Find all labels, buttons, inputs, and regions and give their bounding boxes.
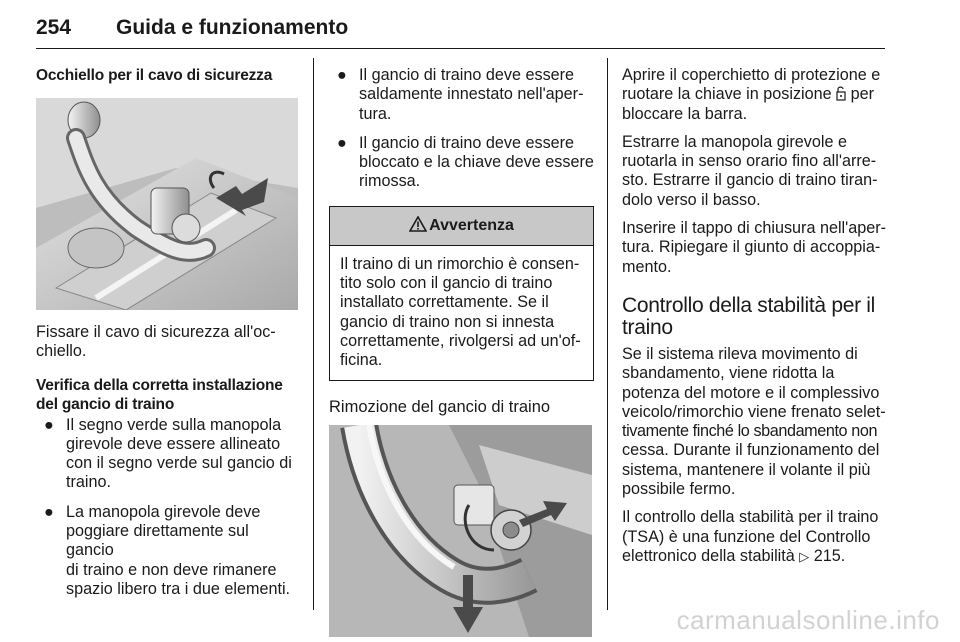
page-header — [36, 16, 885, 52]
text-line: ruotare la chiave in posizione per — [622, 85, 875, 104]
text-line: mento. — [622, 257, 672, 276]
text-line: sistema, mantenere il volante il più — [622, 460, 871, 479]
text-line: tura. Ripiegare il giunto di accoppia- — [622, 238, 881, 257]
safety-cable-eyelet-figure — [36, 98, 298, 310]
column-divider-2 — [607, 58, 608, 610]
page-number: 254 — [36, 16, 72, 39]
column-1 — [36, 60, 300, 609]
text-line: dolo verso il basso. — [622, 190, 761, 209]
check-bullet-list — [36, 416, 300, 600]
running-title: Guida e funzionamento — [116, 16, 349, 39]
paragraph-tsa-description — [622, 345, 892, 499]
warning-header — [330, 207, 593, 246]
eyelet-illustration — [36, 98, 298, 310]
text-line: bloccare la barra. — [622, 104, 748, 123]
text-line: elettronico della stabilità ▷ 215. — [622, 546, 846, 565]
bullet-dot-icon: ● — [337, 133, 347, 152]
warning-body — [330, 246, 593, 380]
text-line: Aprire il coperchietto di protezione e — [622, 66, 881, 84]
eyelet-caption-line-1: Fissare il cavo di sicurezza all'oc- — [36, 323, 276, 341]
open-lock-icon — [836, 85, 846, 101]
list-item: ● Il gancio di traino deve essere saldamente innestato nell'aper- tura. — [337, 66, 584, 123]
warning-title: Avvertenza — [429, 216, 514, 234]
text-line: ruotarla in senso orario fino all'arre- — [622, 152, 877, 171]
warning-line: gancio di traino non si innesta — [340, 312, 555, 331]
text-line: sto. Estrarre il gancio di traino tiran- — [622, 171, 878, 190]
bullet-dot-icon: ● — [44, 502, 54, 521]
install-bullet-list — [329, 66, 594, 192]
eyelet-caption-line-2: chiello. — [36, 342, 87, 361]
warning-line: ficina. — [340, 351, 383, 370]
text-line: veicolo/rimorchio viene frenato selet- — [622, 402, 886, 421]
text-line: possibile fermo. — [622, 480, 736, 499]
check-heading-line-1: Verifica della corretta installazione — [36, 376, 283, 394]
paragraph-insert-plug — [622, 219, 892, 277]
warning-line: correttamente, rivolgersi ad un'of- — [340, 331, 581, 350]
column-2 — [329, 60, 594, 637]
paragraph-turn-knob — [622, 133, 892, 210]
text-line: tivamente finché lo sbandamento non — [622, 422, 878, 441]
warning-line: Il traino di un rimorchio è consen- — [340, 254, 580, 273]
header-rule — [36, 48, 885, 49]
bullet-dot-icon: ● — [44, 415, 54, 434]
page-reference-triangle-icon: ▷ — [799, 548, 810, 564]
removal-heading: Rimozione del gancio di traino — [329, 397, 551, 416]
section-title: Controllo della stabilità per il traino — [622, 293, 876, 339]
towbar-removal-figure — [329, 425, 592, 637]
warning-line: tito solo con il gancio di traino — [340, 274, 553, 293]
bullet-dot-icon: ● — [337, 66, 347, 84]
list-item: ● Il segno verde sulla manopola girevole deve essere allineato con il segno verde sul gancio di traino. — [44, 415, 292, 492]
paragraph-tsa-reference — [622, 508, 892, 566]
column-3 — [622, 60, 892, 566]
watermark: carmanualsonline.info — [676, 605, 940, 635]
text-line: Estrarre la manopola girevole e — [622, 132, 847, 151]
warning-box — [329, 206, 594, 381]
page-reference-link[interactable]: 215. — [813, 546, 846, 565]
list-item: ● Il gancio di traino deve essere bloccato e la chiave deve essere rimossa. — [337, 133, 594, 191]
eyelet-heading: Occhiello per il cavo di sicurezza — [36, 67, 273, 84]
text-line: Se il sistema rileva movimento di — [622, 344, 858, 363]
list-item: ● La manopola girevole deve poggiare direttamente sul gancio di traino e non deve rimanere spazio libero tra i due elementi. — [44, 502, 291, 598]
text-line: Il controllo della stabilità per il traino — [622, 508, 879, 527]
text-line: sbandamento, viene ridotta la — [622, 364, 835, 383]
text-line: (TSA) è una funzione del Controllo — [622, 527, 871, 546]
text-line: Inserire il tappo di chiusura nell'aper- — [622, 219, 887, 238]
warning-line: installato correttamente. Se il — [340, 293, 549, 312]
check-heading-line-2: del gancio di traino — [36, 395, 175, 413]
text-line: cessa. Durante il funzionamento del — [622, 441, 880, 460]
warning-triangle-icon — [409, 216, 427, 232]
removal-illustration — [329, 425, 592, 637]
paragraph-remove-key — [622, 66, 892, 124]
column-divider-1 — [313, 58, 314, 610]
text-line: potenza del motore e il complessivo — [622, 383, 880, 402]
